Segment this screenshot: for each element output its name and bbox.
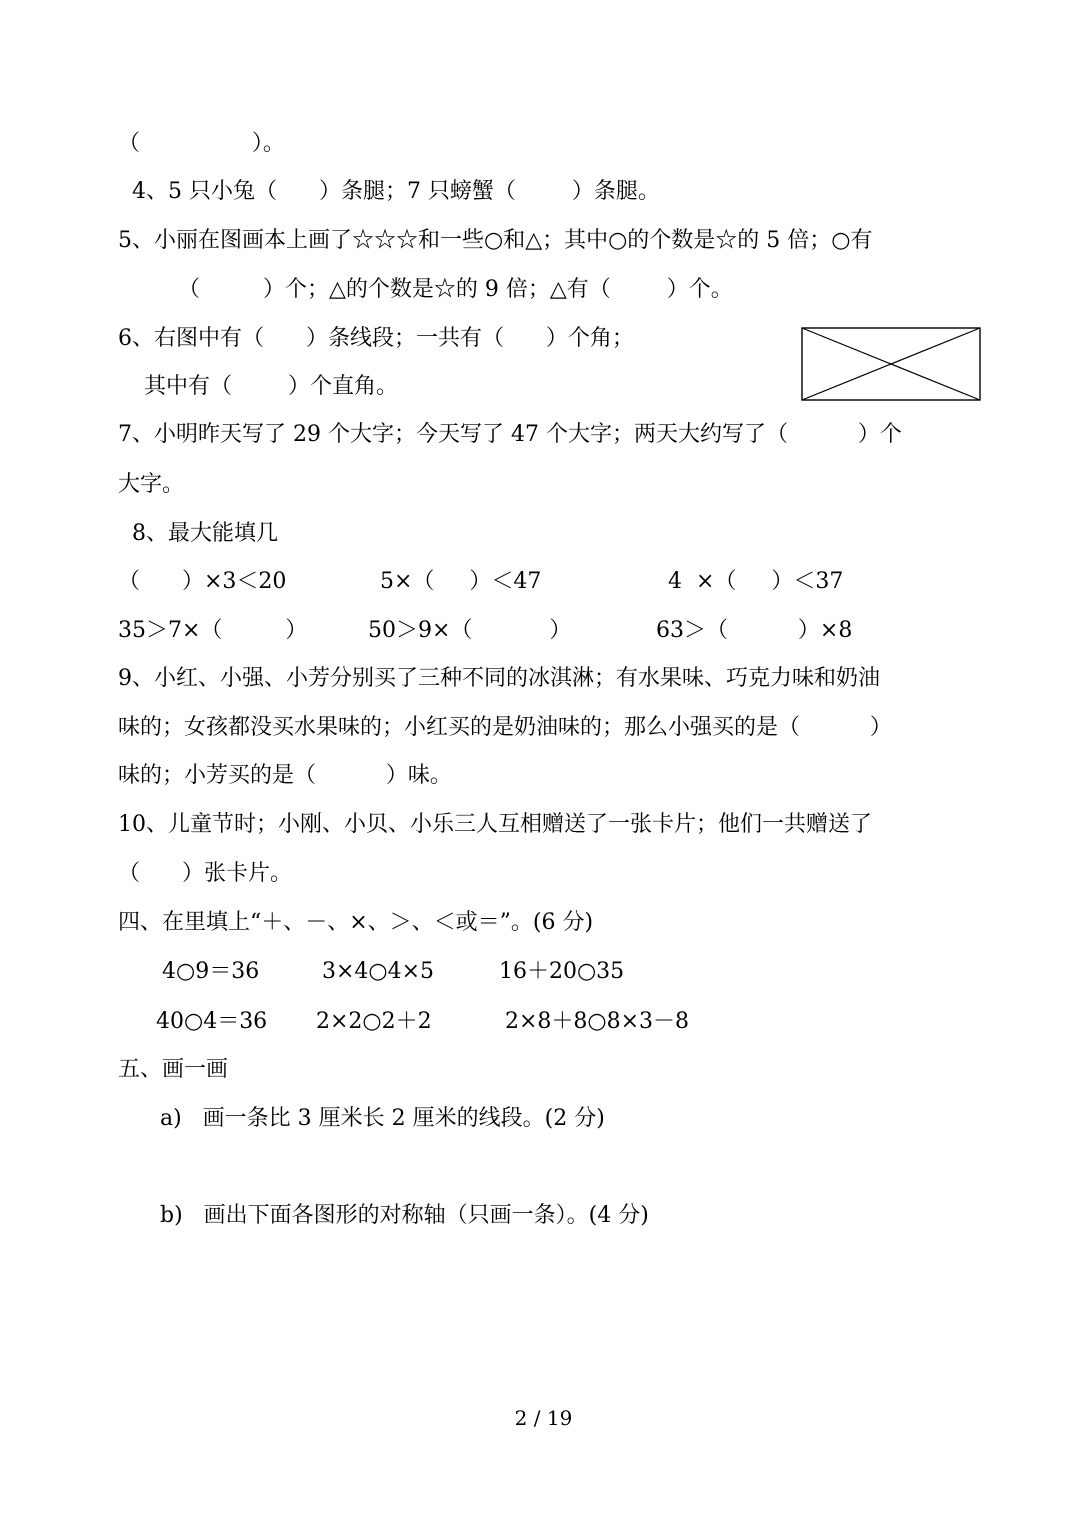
question-6-line-1: 6、右图中有（ ）条线段；一共有（ ）个角； — [118, 326, 634, 351]
question-10-line-2: （ ）张卡片。 — [118, 861, 292, 886]
section-5-title: 五、画一画 — [118, 1057, 229, 1082]
question-9-line-3: 味的；小芳买的是（ ）味。 — [118, 763, 452, 788]
question-8-item: 5×（ ）＜47 — [380, 569, 542, 594]
page-number: 2 / 19 — [514, 1406, 573, 1430]
question-5-line-2: （ ）个；△的个数是☆的 9 倍；△有（ ）个。 — [178, 277, 733, 302]
question-8-item: （ ）×3＜20 — [118, 569, 287, 594]
question-4: 4、5 只小兔（ ）条腿；7 只螃蟹（ ）条腿。 — [132, 179, 660, 204]
section-5-part-b: b) 画出下面各图形的对称轴（只画一条）。(4 分) — [160, 1203, 649, 1228]
q3-answer-tail: （ ）。 — [118, 131, 285, 156]
question-8-item: 4 ×（ ）＜37 — [668, 569, 844, 594]
question-6-line-2: 其中有（ ）个直角。 — [144, 374, 398, 399]
question-8-item: 35＞7×（ ） — [118, 618, 308, 643]
question-7-line-1: 7、小明昨天写了 29 个大字；今天写了 47 个大字；两天大约写了（ ）个 — [118, 422, 902, 447]
question-9-line-1: 9、小红、小强、小芳分别买了三种不同的冰淇淋；有水果味、巧克力味和奶油 — [118, 666, 880, 691]
question-8-item: 63＞（ ）×8 — [656, 618, 853, 643]
section-4-item: 2×8＋8○8×3－8 — [505, 1009, 690, 1034]
question-10-line-1: 10、儿童节时；小刚、小贝、小乐三人互相赠送了一张卡片；他们一共赠送了 — [118, 812, 872, 837]
section-4-item: 4○9＝36 — [162, 959, 260, 984]
rectangle-crossed-lines-figure — [800, 326, 982, 402]
question-9-line-2: 味的；女孩都没买水果味的；小红买的是奶油味的；那么小强买的是（ ） — [118, 715, 892, 740]
question-8-title: 8、最大能填几 — [132, 521, 278, 546]
question-7-line-2: 大字。 — [118, 472, 185, 497]
section-4-item: 16＋20○35 — [499, 959, 625, 984]
question-5-line-1: 5、小丽在图画本上画了☆☆☆和一些○和△；其中○的个数是☆的 5 倍；○有 — [118, 228, 873, 253]
section-4-item: 3×4○4×5 — [322, 959, 435, 984]
section-4-title: 四、在里填上“＋、－、×、＞、＜或＝”。(6 分) — [118, 910, 594, 935]
section-4-item: 40○4＝36 — [156, 1009, 268, 1034]
section-5-part-a: a) 画一条比 3 厘米长 2 厘米的线段。(2 分) — [160, 1106, 605, 1131]
question-8-item: 50＞9×（ ） — [368, 618, 572, 643]
section-4-item: 2×2○2＋2 — [316, 1009, 432, 1034]
